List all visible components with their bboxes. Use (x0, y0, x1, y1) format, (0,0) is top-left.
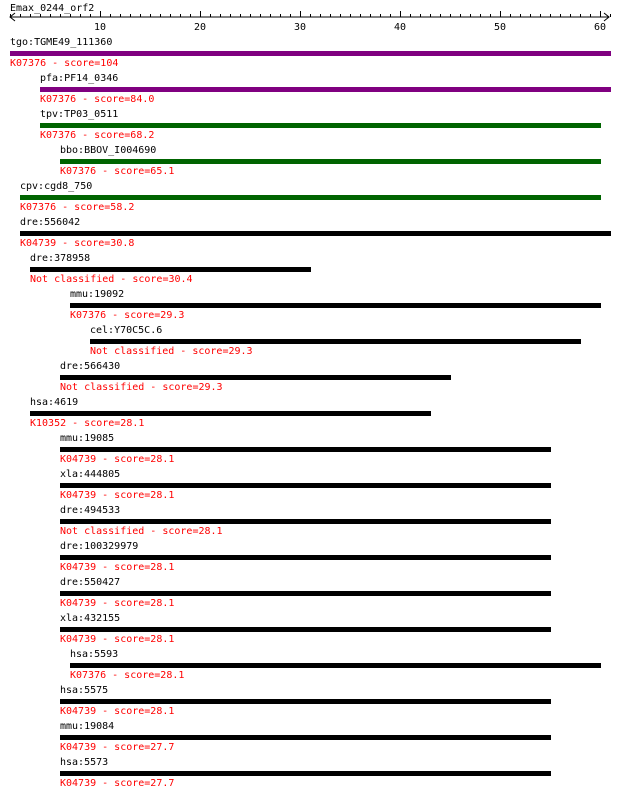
query-title: Emax_0244_orf2 (10, 3, 95, 14)
hit-subtitle: K04739 - score=30.8 (20, 238, 135, 249)
hit-label[interactable]: mmu:19085 (60, 433, 115, 444)
hit-label[interactable]: tpv:TP03_0511 (40, 109, 119, 120)
hit-row (60, 541, 551, 573)
hit-subtitle: K10352 - score=28.1 (30, 418, 145, 429)
hit-bar[interactable] (60, 555, 551, 560)
hit-subtitle: K07376 - score=104 (10, 58, 119, 69)
hit-subtitle: K07376 - score=58.2 (20, 202, 135, 213)
hit-bar[interactable] (60, 159, 601, 164)
hit-bar[interactable] (20, 195, 601, 200)
hit-label[interactable]: xla:432155 (60, 613, 121, 624)
hit-subtitle: K04739 - score=28.1 (60, 490, 175, 501)
hit-row (70, 289, 601, 321)
hit-row (30, 397, 431, 429)
hit-row (60, 577, 551, 609)
hit-row (60, 145, 601, 177)
hit-label[interactable]: mmu:19092 (70, 289, 125, 300)
hit-bar[interactable] (70, 303, 601, 308)
hit-bar[interactable] (90, 339, 581, 344)
hit-bar[interactable] (40, 123, 601, 128)
hit-row (60, 361, 451, 393)
hit-row (60, 469, 551, 501)
hit-subtitle: K04739 - score=28.1 (60, 562, 175, 573)
hit-label[interactable]: dre:378958 (30, 253, 91, 264)
hit-bar[interactable] (30, 411, 431, 416)
hit-bar[interactable] (60, 447, 551, 452)
hit-bar[interactable] (60, 771, 551, 776)
hit-row (10, 37, 611, 69)
axis-tick-label: 60 (593, 22, 607, 33)
hit-subtitle: K04739 - score=28.1 (60, 634, 175, 645)
hit-label[interactable]: bbo:BBOV_I004690 (60, 145, 157, 156)
hit-bar[interactable] (20, 231, 611, 236)
hit-subtitle: K04739 - score=28.1 (60, 598, 175, 609)
hit-list (10, 37, 611, 789)
hit-label[interactable]: dre:550427 (60, 577, 121, 588)
hit-bar[interactable] (60, 519, 551, 524)
hit-row (60, 757, 551, 789)
hit-subtitle: Not classified - score=29.3 (90, 346, 253, 357)
axis-tick-label: 50 (493, 22, 507, 33)
hit-row (40, 109, 601, 141)
hit-label[interactable]: dre:566430 (60, 361, 121, 372)
hit-label[interactable]: hsa:4619 (30, 397, 79, 408)
hit-label[interactable]: tgo:TGME49_111360 (10, 37, 113, 48)
hit-label[interactable]: mmu:19084 (60, 721, 115, 732)
hit-subtitle: K04739 - score=28.1 (60, 454, 175, 465)
hit-label[interactable]: hsa:5573 (60, 757, 109, 768)
hit-row (60, 433, 551, 465)
hit-label[interactable]: dre:556042 (20, 217, 81, 228)
hit-label[interactable]: cel:Y70C5C.6 (90, 325, 163, 336)
hit-row (90, 325, 581, 357)
hit-bar[interactable] (70, 663, 601, 668)
hit-bar[interactable] (30, 267, 311, 272)
hit-row (20, 181, 601, 213)
hit-label[interactable]: dre:100329979 (60, 541, 139, 552)
hit-row (40, 73, 611, 105)
hit-row (60, 685, 551, 717)
hit-bar[interactable] (60, 591, 551, 596)
hit-label[interactable]: xla:444805 (60, 469, 121, 480)
hit-label[interactable]: hsa:5593 (70, 649, 119, 660)
hit-bar[interactable] (40, 87, 611, 92)
hit-subtitle: Not classified - score=30.4 (30, 274, 193, 285)
hit-label[interactable]: hsa:5575 (60, 685, 109, 696)
hit-row (60, 505, 551, 537)
hit-subtitle: Not classified - score=28.1 (60, 526, 223, 537)
hit-row (60, 721, 551, 753)
hit-label[interactable]: dre:494533 (60, 505, 121, 516)
axis-tick-label: 20 (193, 22, 207, 33)
hit-subtitle: K04739 - score=27.7 (60, 742, 175, 753)
hit-subtitle: Not classified - score=29.3 (60, 382, 223, 393)
hit-subtitle: K07376 - score=65.1 (60, 166, 175, 177)
hit-subtitle: K07376 - score=68.2 (40, 130, 155, 141)
hit-bar[interactable] (60, 735, 551, 740)
hit-bar[interactable] (60, 483, 551, 488)
position-axis (10, 11, 611, 33)
hit-label[interactable]: pfa:PF14_0346 (40, 73, 119, 84)
axis-tick-label: 30 (293, 22, 307, 33)
hit-row (20, 217, 611, 249)
hit-bar[interactable] (60, 627, 551, 632)
hit-subtitle: K07376 - score=28.1 (70, 670, 185, 681)
hit-subtitle: K07376 - score=84.0 (40, 94, 155, 105)
axis-tick-label: 10 (93, 22, 107, 33)
hit-row (60, 613, 551, 645)
hit-label[interactable]: cpv:cgd8_750 (20, 181, 93, 192)
hit-row (70, 649, 601, 681)
hit-subtitle: K07376 - score=29.3 (70, 310, 185, 321)
axis-tick-label: 40 (393, 22, 407, 33)
hit-bar[interactable] (10, 51, 611, 56)
hit-subtitle: K04739 - score=27.7 (60, 778, 175, 789)
hit-bar[interactable] (60, 375, 451, 380)
hit-row (30, 253, 311, 285)
hit-subtitle: K04739 - score=28.1 (60, 706, 175, 717)
hit-bar[interactable] (60, 699, 551, 704)
